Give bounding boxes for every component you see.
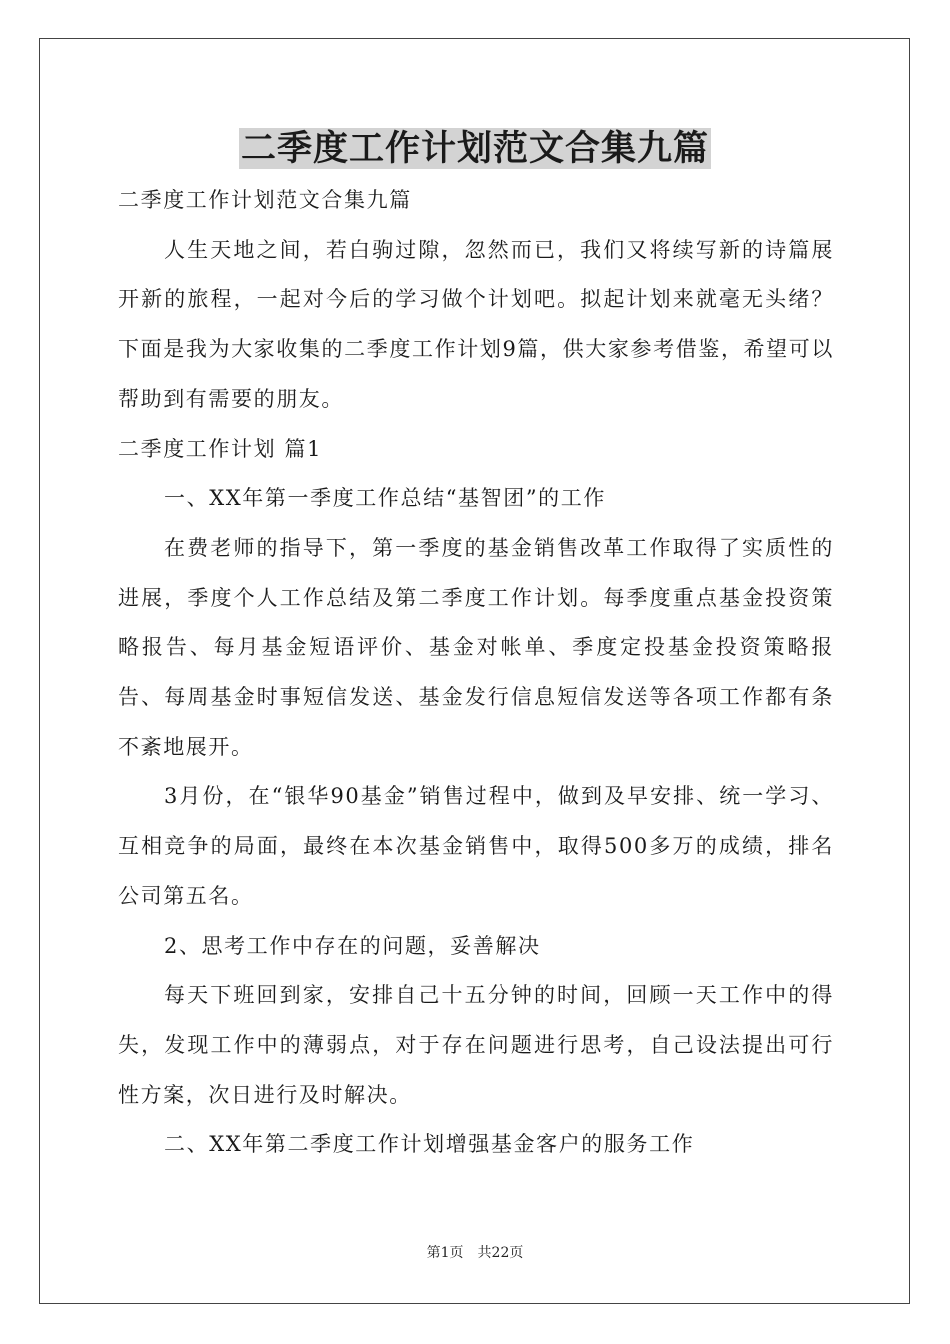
document-title: [0, 126, 950, 172]
page-footer: [0, 1244, 950, 1262]
document-body: [118, 176, 834, 1170]
subheading-q1-summary: 一、XX年第一季度工作总结“基智团”的工作: [164, 486, 606, 511]
body-paragraph: 每天下班回到家，安排自己十五分钟的时间，回顾一天工作中的得失，发现工作中的薄弱点，对于存在问题进行思考，自己设法提出可行性方案，次日进行及时解决。: [118, 983, 834, 1107]
subheading-q2-plan: 二、XX年第二季度工作计划增强基金客户的服务工作: [164, 1132, 695, 1157]
body-paragraph: 3月份，在“银华90基金”销售过程中，做到及早安排、统一学习、互相竞争的局面，最终在本次基金销售中，取得500多万的成绩，排名公司第五名。: [118, 784, 834, 908]
document-title-text: 二季度工作计划范文合集九篇: [240, 128, 709, 169]
body-paragraph: 在费老师的指导下，第一季度的基金销售改革工作取得了实质性的进展，季度个人工作总结及第二季度工作计划。每季度重点基金投资策略报告、每月基金短语评价、基金对帐单、季度定投基金投资策略报告、每周基金时事短信发送、基金发行信息短信发送等各项工作都有条不紊地展开。: [118, 535, 834, 759]
subheading-problems: 2、思考工作中存在的问题，妥善解决: [164, 933, 541, 958]
section-heading: 二季度工作计划 篇1: [118, 436, 323, 461]
intro-paragraph: 人生天地之间，若白驹过隙，忽然而已，我们又将续写新的诗篇展开新的旅程，一起对今后的学习做个计划吧。拟起计划来就毫无头绪？下面是我为大家收集的二季度工作计划9篇，供大家参考借鉴，希望可以帮助到有需要的朋友。: [118, 237, 834, 411]
subtitle-line: 二季度工作计划范文合集九篇: [118, 188, 412, 212]
page-number: 第1页 共22页: [426, 1245, 524, 1261]
